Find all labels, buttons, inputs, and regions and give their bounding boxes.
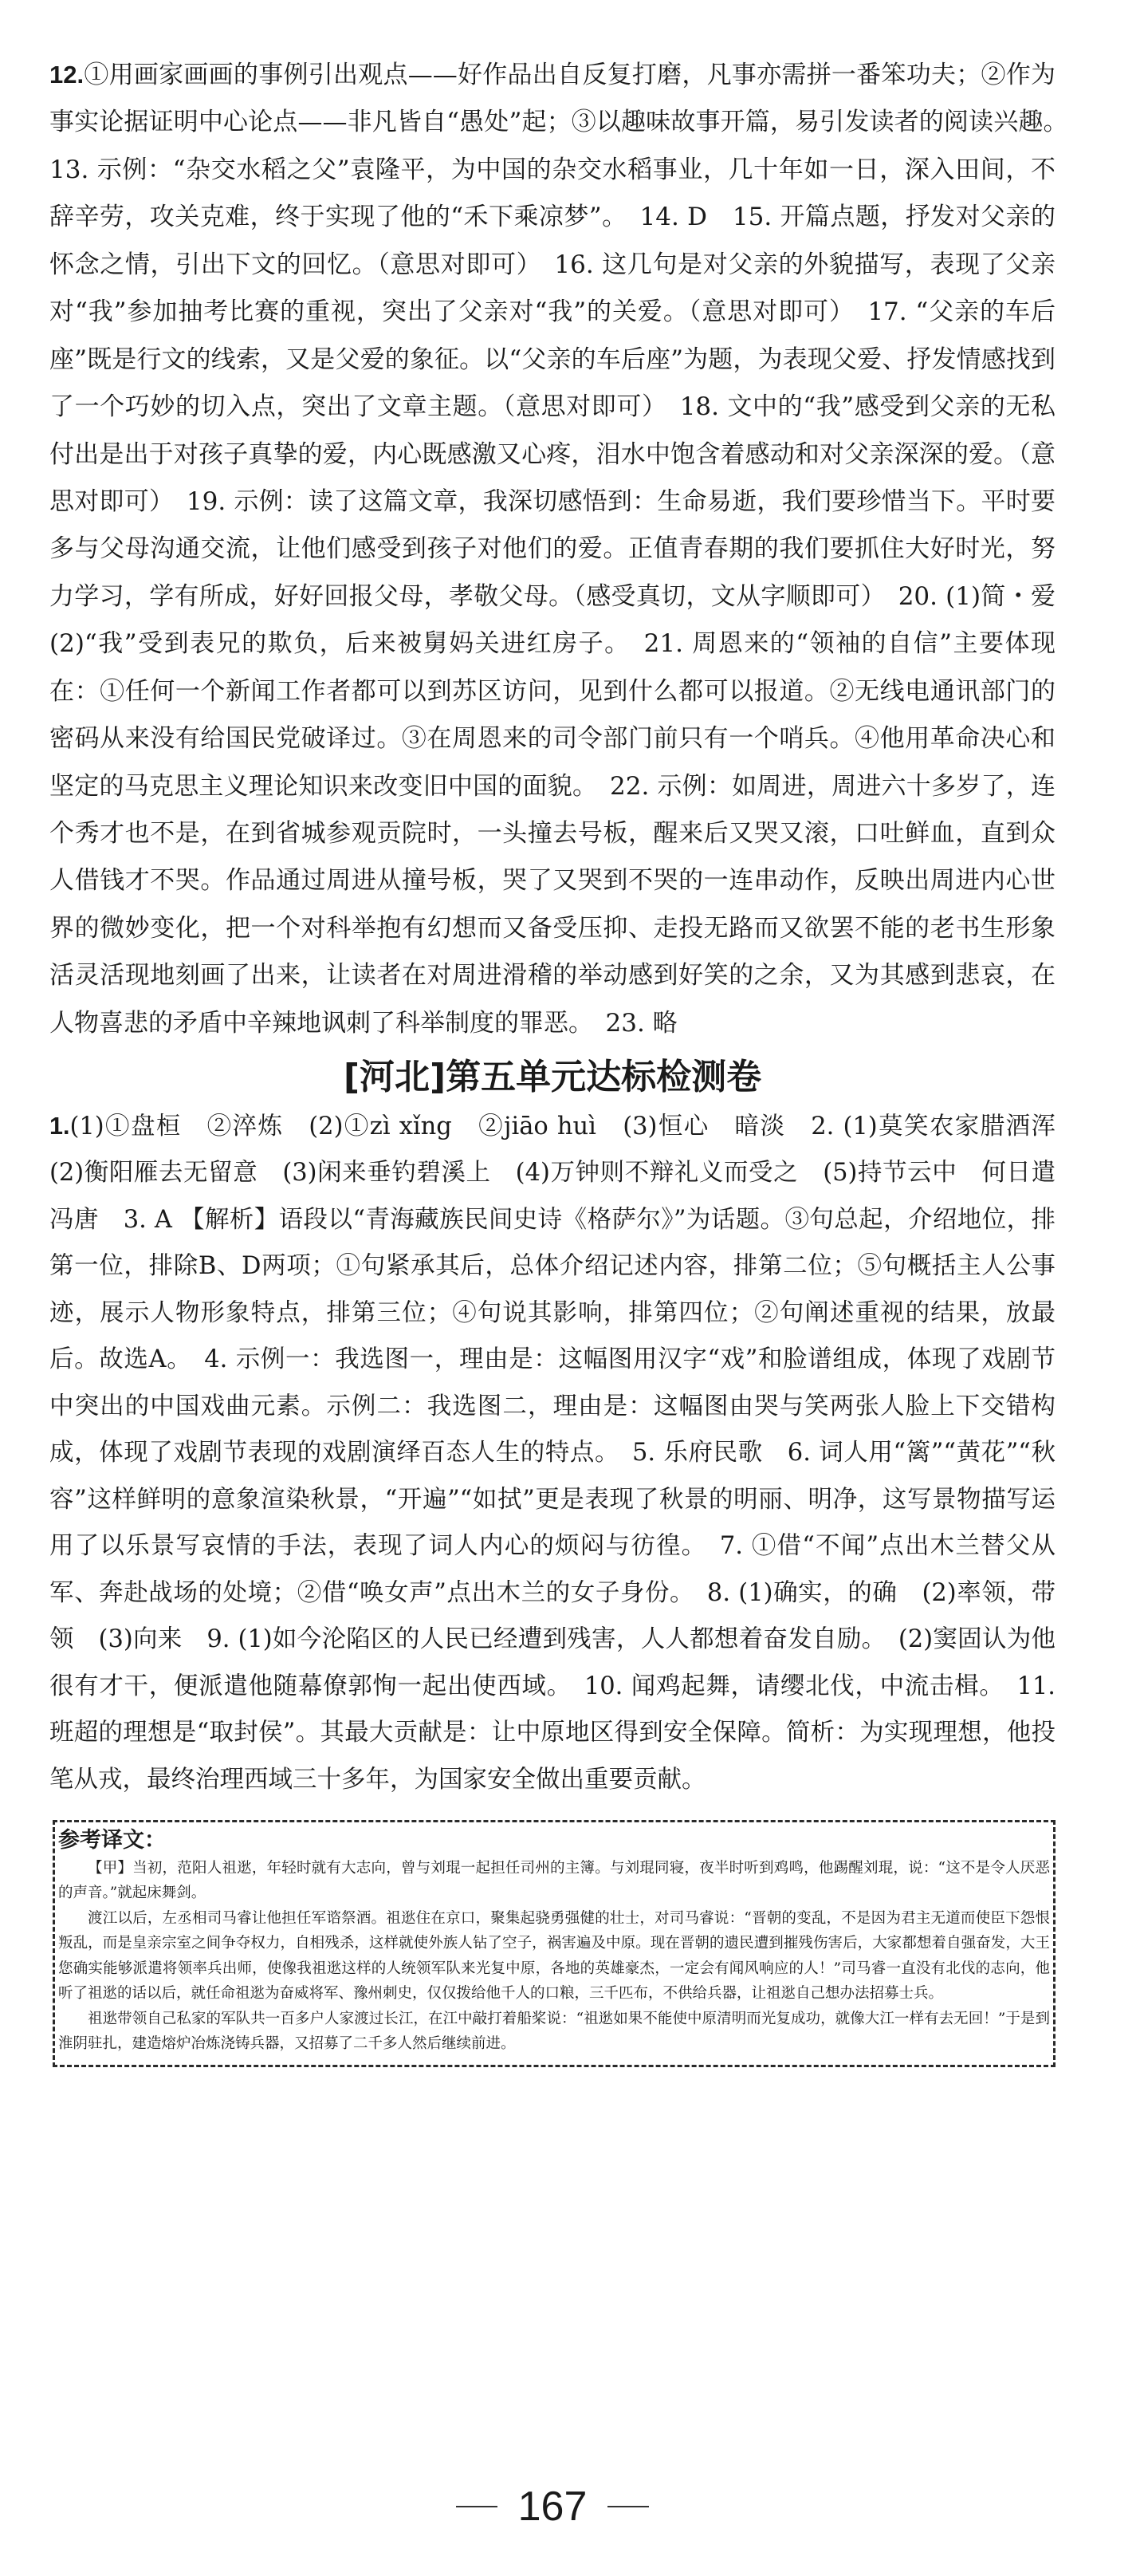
answers-lower-text: (1)①盘桓 ②淬炼 (2)①zì xǐng ②jiāo huì (3)恒心 暗淡 2. (1)莫笑农家腊酒浑 (2)衡阳雁去无留意 (3)闲来垂钓碧溪上 (4)万钟则不辩礼义而受之 (5)持节云中 何日遣冯唐 3. A 【解析】语段以“青海藏族民间史诗《格萨尔》”为话题。③句总起，介绍地位，排第一位，排除B、D两项；①句紧承其后，总体介绍记述内容，排第二位；⑤句概括主人公事迹，展示人物形象特点，排第三位；④句说其影响，排第四位；②句阐述重视的结果，放最后。故选A。 4. 示例一：我选图一，理由是：这幅图用汉字“戏”和脸谱组成，体现了戏剧节中突出的中国戏曲元素。示例二：我选图二，理由是：这幅图由哭与笑两张人脸上下交错构成，体现了戏剧节表现的戏剧演绎百态人生的特点。 5. 乐府民歌 6. 词人用“篱”“黄花”“秋容”这样鲜明的意象渲染秋景，“开遍”“如拭”更是表现了秋景的明丽、明净，这写景物描写运用了以乐景写哀情的手法，表现了词人内心的烦闷与彷徨。 7. ①借“不闻”点出木兰替父从军、奔赴战场的处境；②借“唤女声”点出木兰的女子身份。 8. (1)确实，的确 (2)率领，带领 (3)向来 9. (1)如今沦陷区的人民已经遭到残害，人人都想着奋发自励。 (2)窦固认为他很有才干，便派遣他随幕僚郭恂一起出使西域。 10. 闻鸡起舞，请缨北伐，中流击楫。 11. 班超的理想是“取封侯”。其最大贡献是：让中原地区得到安全保障。简析：为实现理想，他投笔从戎，最终治理西域三十多年，为国家安全做出重要贡献。 <box>49 1113 1080 1794</box>
reference-translation-paragraph: 祖逖带领自己私家的军队共一百多户人家渡过长江，在江中敲打着船桨说：“祖逖如果不能使中原清明而光复成功，就像大江一样有去无回！”于是到淮阴驻扎，建造熔炉冶炼浇铸兵器，又招募了二千多人然后继续前进。 <box>58 2010 1050 2053</box>
answer-page <box>49 0 1080 2576</box>
reference-translation-box <box>53 1820 1056 2067</box>
footer-rule-left <box>456 2506 497 2507</box>
page-number-footer <box>49 2480 1056 2531</box>
reference-translation-heading: 参考译文： <box>58 1828 166 1853</box>
reference-translation-paragraph: 【甲】当初，范阳人祖逖，年轻时就有大志向，曾与刘琨一起担任司州的主簿。与刘琨同寝，夜半时听到鸡鸣，他踢醒刘琨，说：“这不是令人厌恶的声音。”就起床舞剑。 <box>58 1860 1050 1902</box>
section-title: [河北]第五单元达标检测卷 <box>343 1057 762 1097</box>
answers-lower-paragraph <box>49 1103 1080 1803</box>
question-number: 1. <box>49 1113 70 1140</box>
reference-translation-paragraph: 渡江以后，左丞相司马睿让他担任军谘祭酒。祖逖住在京口，聚集起骁勇强健的壮士，对司马睿说：“晋朝的变乱，不是因为君主无道而使臣下怨恨叛乱，而是皇亲宗室之间争夺权力，自相残杀，这样就使外族人钻了空子，祸害遍及中原。现在晋朝的遗民遭到摧残伤害后，大家都想着自强奋发，大王您确实能够派遣将领率兵出师，使像我祖逖这样的人统领军队来光复中原，各地的英雄豪杰，一定会有闻风响应的人！”司马睿一直没有北伐的志向，他听了祖逖的话以后，就任命祖逖为奋威将军、豫州刺史，仅仅拨给他千人的口粮，三千匹布，不供给兵器，让祖逖自己想办法招募士兵。 <box>58 1909 1050 2003</box>
answers-upper-text: ①用画家画画的事例引出观点——好作品出自反复打磨，凡事亦需拼一番笨功夫；②作为事实论据证明中心论点——非凡皆自“愚处”起；③以趣味故事开篇，易引发读者的阅读兴趣。 13. 示例：“杂交水稻之父”袁隆平，为中国的杂交水稻事业，几十年如一日，深入田间，不辞辛劳，攻关克难，终于实现了他的“禾下乘凉梦”。 14. D 15. 开篇点题，抒发对父亲的怀念之情，引出下文的回忆。（意思对即可） 16. 这几句是对父亲的外貌描写，表现了父亲对“我”参加抽考比赛的重视，突出了父亲对“我”的关爱。（意思对即可） 17. “父亲的车后座”既是行文的线索，又是父爱的象征。以“父亲的车后座”为题，为表现父爱、抒发情感找到了一个巧妙的切入点，突出了文章主题。（意思对即可） 18. 文中的“我”感受到父亲的无私付出是出于对孩子真挚的爱，内心既感激又心疼，泪水中饱含着感动和对父亲深深的爱。（意思对即可） 19. 示例：读了这篇文章，我深切感悟到：生命易逝，我们要珍惜当下。平时要多与父母沟通交流，让他们感受到孩子对他们的爱。正值青春期的我们要抓住大好时光，努力学习，学有所成，好好回报父母，孝敬父母。（感受真切，文从字顺即可） 20. (1)简・爱 (2)“我”受到表兄的欺负，后来被舅妈关进红房子。 21. 周恩来的“领袖的自信”主要体现在：①任何一个新闻工作者都可以到苏区访问，见到什么都可以报道。②无线电通讯部门的密码从来没有给国民党破译过。③在周恩来的司令部门前只有一个哨兵。④他用革命决心和坚定的马克思主义理论知识来改变旧中国的面貌。 22. 示例：如周进，周进六十多岁了，连个秀才也不是，在到省城参观贡院时，一头撞去号板，醒来后又哭又滚，口吐鲜血，直到众人借钱才不哭。作品通过周进从撞号板，哭了又哭到不哭的一连串动作，反映出周进内心世界的微妙变化，把一个对科举抱有幻想而又备受压抑、走投无路而又欲罢不能的老书生形象活灵活现地刻画了出来，让读者在对周进滑稽的举动感到好笑的之余，又为其感到悲哀，在人物喜悲的矛盾中辛辣地讽刺了科举制度的罪恶。 23. 略 <box>49 61 1080 1038</box>
answers-upper-paragraph <box>49 51 1080 1047</box>
question-number: 12. <box>49 61 85 89</box>
page-number: 167 <box>517 2483 588 2531</box>
footer-rule-right <box>607 2506 649 2507</box>
